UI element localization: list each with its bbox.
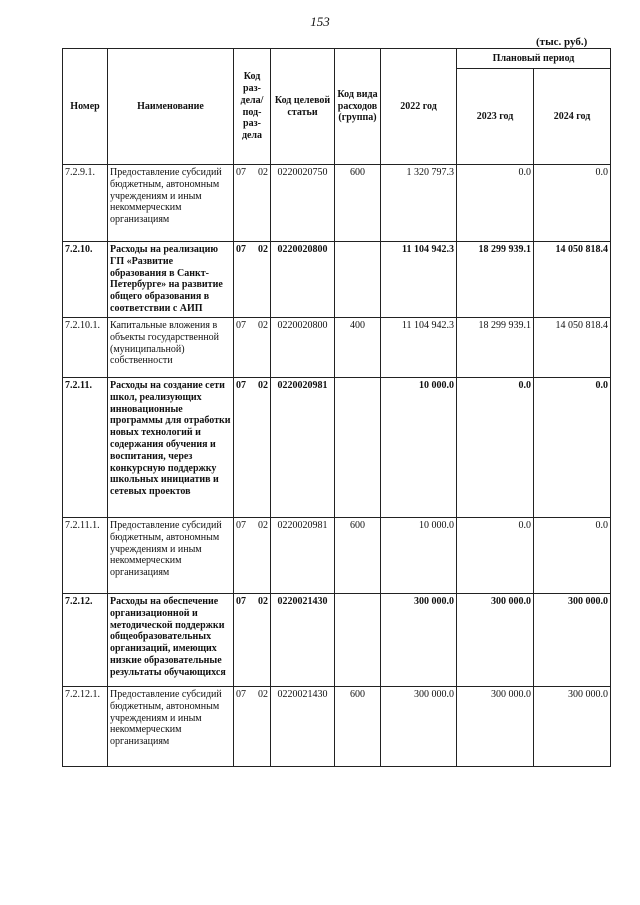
row-vid-code: 400 — [335, 318, 381, 378]
row-podrazdel-code: 02 — [258, 596, 268, 607]
row-razdel — [234, 518, 271, 594]
row-podrazdel-code: 02 — [258, 320, 268, 331]
row-razdel — [234, 242, 271, 318]
row-2023: 300 000.0 — [457, 687, 534, 767]
row-vid-code — [335, 594, 381, 687]
row-razdel — [234, 687, 271, 767]
row-name: Предоставление субсидий бюджетным, автономным учреждениям и иным некоммерческим организациям — [108, 165, 234, 242]
row-razdel-code: 07 — [236, 689, 246, 700]
row-2022: 300 000.0 — [381, 594, 457, 687]
table-row — [63, 687, 611, 767]
row-2024: 0.0 — [534, 378, 611, 518]
row-2023: 0.0 — [457, 518, 534, 594]
row-podrazdel-code: 02 — [258, 167, 268, 178]
header-name: Наименование — [108, 49, 234, 165]
header-vid: Код вида расходов (группа) — [335, 49, 381, 165]
row-number: 7.2.9.1. — [63, 165, 108, 242]
table-row — [63, 594, 611, 687]
row-target-code: 0220020981 — [271, 518, 335, 594]
row-razdel-code: 07 — [236, 596, 246, 607]
row-2024: 300 000.0 — [534, 594, 611, 687]
row-number: 7.2.10.1. — [63, 318, 108, 378]
row-2022: 300 000.0 — [381, 687, 457, 767]
row-2023: 300 000.0 — [457, 594, 534, 687]
row-vid-code: 600 — [335, 518, 381, 594]
row-razdel — [234, 318, 271, 378]
row-podrazdel-code: 02 — [258, 380, 268, 391]
row-2023: 0.0 — [457, 378, 534, 518]
row-2023: 18 299 939.1 — [457, 318, 534, 378]
row-number: 7.2.11.1. — [63, 518, 108, 594]
row-name: Расходы на обеспечение организационной и методической поддержки общеобразовательных организаций, имеющих низкие образовательные результаты обучающихся — [108, 594, 234, 687]
row-number: 7.2.10. — [63, 242, 108, 318]
row-name: Капитальные вложения в объекты государственной (муниципальной) собственности — [108, 318, 234, 378]
row-vid-code — [335, 242, 381, 318]
row-vid-code — [335, 378, 381, 518]
row-2024: 0.0 — [534, 518, 611, 594]
row-name: Предоставление субсидий бюджетным, автономным учреждениям и иным некоммерческим организациям — [108, 518, 234, 594]
table-row — [63, 242, 611, 318]
row-razdel-code: 07 — [236, 167, 246, 178]
row-razdel-code: 07 — [236, 244, 246, 255]
row-name: Расходы на реализацию ГП «Развитие образования в Санкт-Петербурге» на развитие общего образования в соответствии с АИП — [108, 242, 234, 318]
header-2024: 2024 год — [534, 69, 611, 165]
row-name: Предоставление субсидий бюджетным, автономным учреждениям и иным некоммерческим организациям — [108, 687, 234, 767]
row-vid-code: 600 — [335, 165, 381, 242]
row-target-code: 0220021430 — [271, 594, 335, 687]
row-2022: 1 320 797.3 — [381, 165, 457, 242]
row-2023: 18 299 939.1 — [457, 242, 534, 318]
row-razdel-code: 07 — [236, 380, 246, 391]
row-podrazdel-code: 02 — [258, 520, 268, 531]
row-vid-code: 600 — [335, 687, 381, 767]
row-name: Расходы на создание сети школ, реализующих инновационные программы для отработки новых технологий и содержания обучения и воспитания, через конкурсную поддержку школьных инициатив и сетевых проектов — [108, 378, 234, 518]
row-2024: 300 000.0 — [534, 687, 611, 767]
row-2024: 14 050 818.4 — [534, 242, 611, 318]
header-razdel: Код раз-дела/ под-раз-дела — [234, 49, 271, 165]
row-number: 7.2.11. — [63, 378, 108, 518]
page-number: 153 — [310, 14, 330, 29]
table-row — [63, 318, 611, 378]
row-target-code: 0220020800 — [271, 318, 335, 378]
row-razdel-code: 07 — [236, 520, 246, 531]
table-row — [63, 165, 611, 242]
row-number: 7.2.12. — [63, 594, 108, 687]
budget-table — [62, 48, 611, 767]
row-podrazdel-code: 02 — [258, 689, 268, 700]
row-2022: 10 000.0 — [381, 378, 457, 518]
row-2022: 11 104 942.3 — [381, 242, 457, 318]
row-2024: 14 050 818.4 — [534, 318, 611, 378]
row-2022: 10 000.0 — [381, 518, 457, 594]
row-2023: 0.0 — [457, 165, 534, 242]
row-target-code: 0220020750 — [271, 165, 335, 242]
table-row — [63, 518, 611, 594]
row-razdel — [234, 594, 271, 687]
header-2022: 2022 год — [381, 49, 457, 165]
table-row — [63, 378, 611, 518]
row-target-code: 0220020981 — [271, 378, 335, 518]
row-target-code: 0220020800 — [271, 242, 335, 318]
row-podrazdel-code: 02 — [258, 244, 268, 255]
header-target: Код целевой статьи — [271, 49, 335, 165]
header-plan-period: Плановый период — [457, 49, 611, 69]
row-razdel — [234, 378, 271, 518]
row-razdel — [234, 165, 271, 242]
row-target-code: 0220021430 — [271, 687, 335, 767]
row-razdel-code: 07 — [236, 320, 246, 331]
units-label: (тыс. руб.) — [536, 36, 588, 48]
header-number: Номер — [63, 49, 108, 165]
row-2024: 0.0 — [534, 165, 611, 242]
row-2022: 11 104 942.3 — [381, 318, 457, 378]
header-2023: 2023 год — [457, 69, 534, 165]
row-number: 7.2.12.1. — [63, 687, 108, 767]
